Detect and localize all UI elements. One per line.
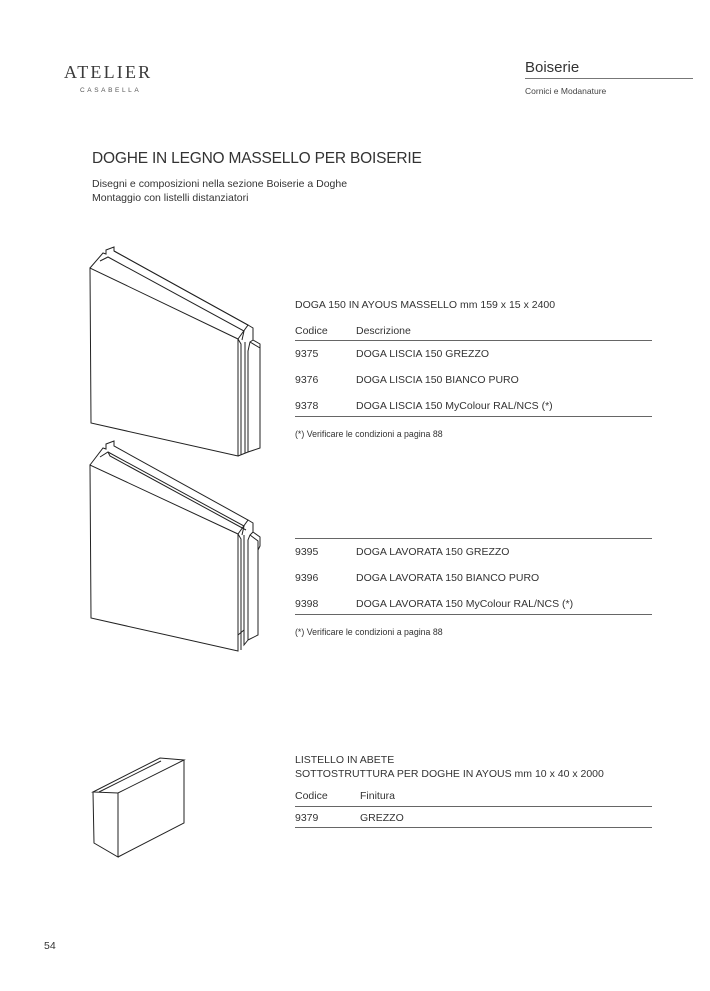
table-rule bbox=[295, 614, 652, 615]
block3-col-code: Codice bbox=[295, 790, 328, 802]
table-rule bbox=[295, 340, 652, 341]
row-code: 9379 bbox=[295, 812, 319, 824]
row-code: 9398 bbox=[295, 598, 319, 610]
row-code: 9396 bbox=[295, 572, 319, 584]
brand-logo-name: ATELIER bbox=[64, 62, 153, 82]
block1-col-code: Codice bbox=[295, 325, 328, 337]
block3-heading-line2: SOTTOSTRUTTURA PER DOGHE IN AYOUS mm 10 x 40 x 2000 bbox=[295, 768, 604, 780]
row-code: 9375 bbox=[295, 348, 319, 360]
intro-line: Disegni e composizioni nella sezione Boiserie a Doghe bbox=[92, 178, 348, 190]
row-desc: DOGA LAVORATA 150 GREZZO bbox=[356, 546, 510, 558]
block3-heading-line1: LISTELLO IN ABETE bbox=[295, 754, 395, 766]
row-code: 9376 bbox=[295, 374, 319, 386]
page-title: DOGHE IN LEGNO MASSELLO PER BOISERIE bbox=[92, 150, 422, 167]
page-number: 54 bbox=[44, 940, 56, 952]
row-desc: DOGA LAVORATA 150 BIANCO PURO bbox=[356, 572, 540, 584]
row-desc: DOGA LISCIA 150 BIANCO PURO bbox=[356, 374, 519, 386]
row-desc: DOGA LISCIA 150 GREZZO bbox=[356, 348, 490, 360]
block1-heading: DOGA 150 IN AYOUS MASSELLO mm 159 x 15 x 2400 bbox=[295, 299, 556, 311]
block1-col-desc: Descrizione bbox=[356, 325, 411, 337]
section-subtitle: Cornici e Modanature bbox=[525, 86, 607, 96]
listello-drawing bbox=[90, 755, 190, 860]
row-code: 9395 bbox=[295, 546, 319, 558]
row-finish: GREZZO bbox=[360, 812, 404, 824]
intro-text bbox=[92, 178, 347, 205]
row-code: 9378 bbox=[295, 400, 319, 412]
brand-logo-sub: CASABELLA bbox=[80, 87, 142, 94]
table-rule bbox=[295, 827, 652, 828]
block2-note: (*) Verificare le condizioni a pagina 88 bbox=[295, 627, 443, 637]
table-rule bbox=[295, 806, 652, 807]
block1-note: (*) Verificare le condizioni a pagina 88 bbox=[295, 429, 443, 439]
row-desc: DOGA LAVORATA 150 MyColour RAL/NCS (*) bbox=[356, 598, 574, 610]
doga-liscia-drawing bbox=[88, 245, 268, 460]
table-rule bbox=[295, 538, 652, 539]
row-desc: DOGA LISCIA 150 MyColour RAL/NCS (*) bbox=[356, 400, 553, 412]
doga-lavorata-drawing bbox=[88, 440, 268, 655]
block3-col-finish: Finitura bbox=[360, 790, 396, 802]
intro-line: Montaggio con listelli distanziatori bbox=[92, 191, 249, 204]
section-title: Boiserie bbox=[525, 59, 580, 76]
section-divider bbox=[525, 78, 693, 79]
table-rule bbox=[295, 416, 652, 417]
